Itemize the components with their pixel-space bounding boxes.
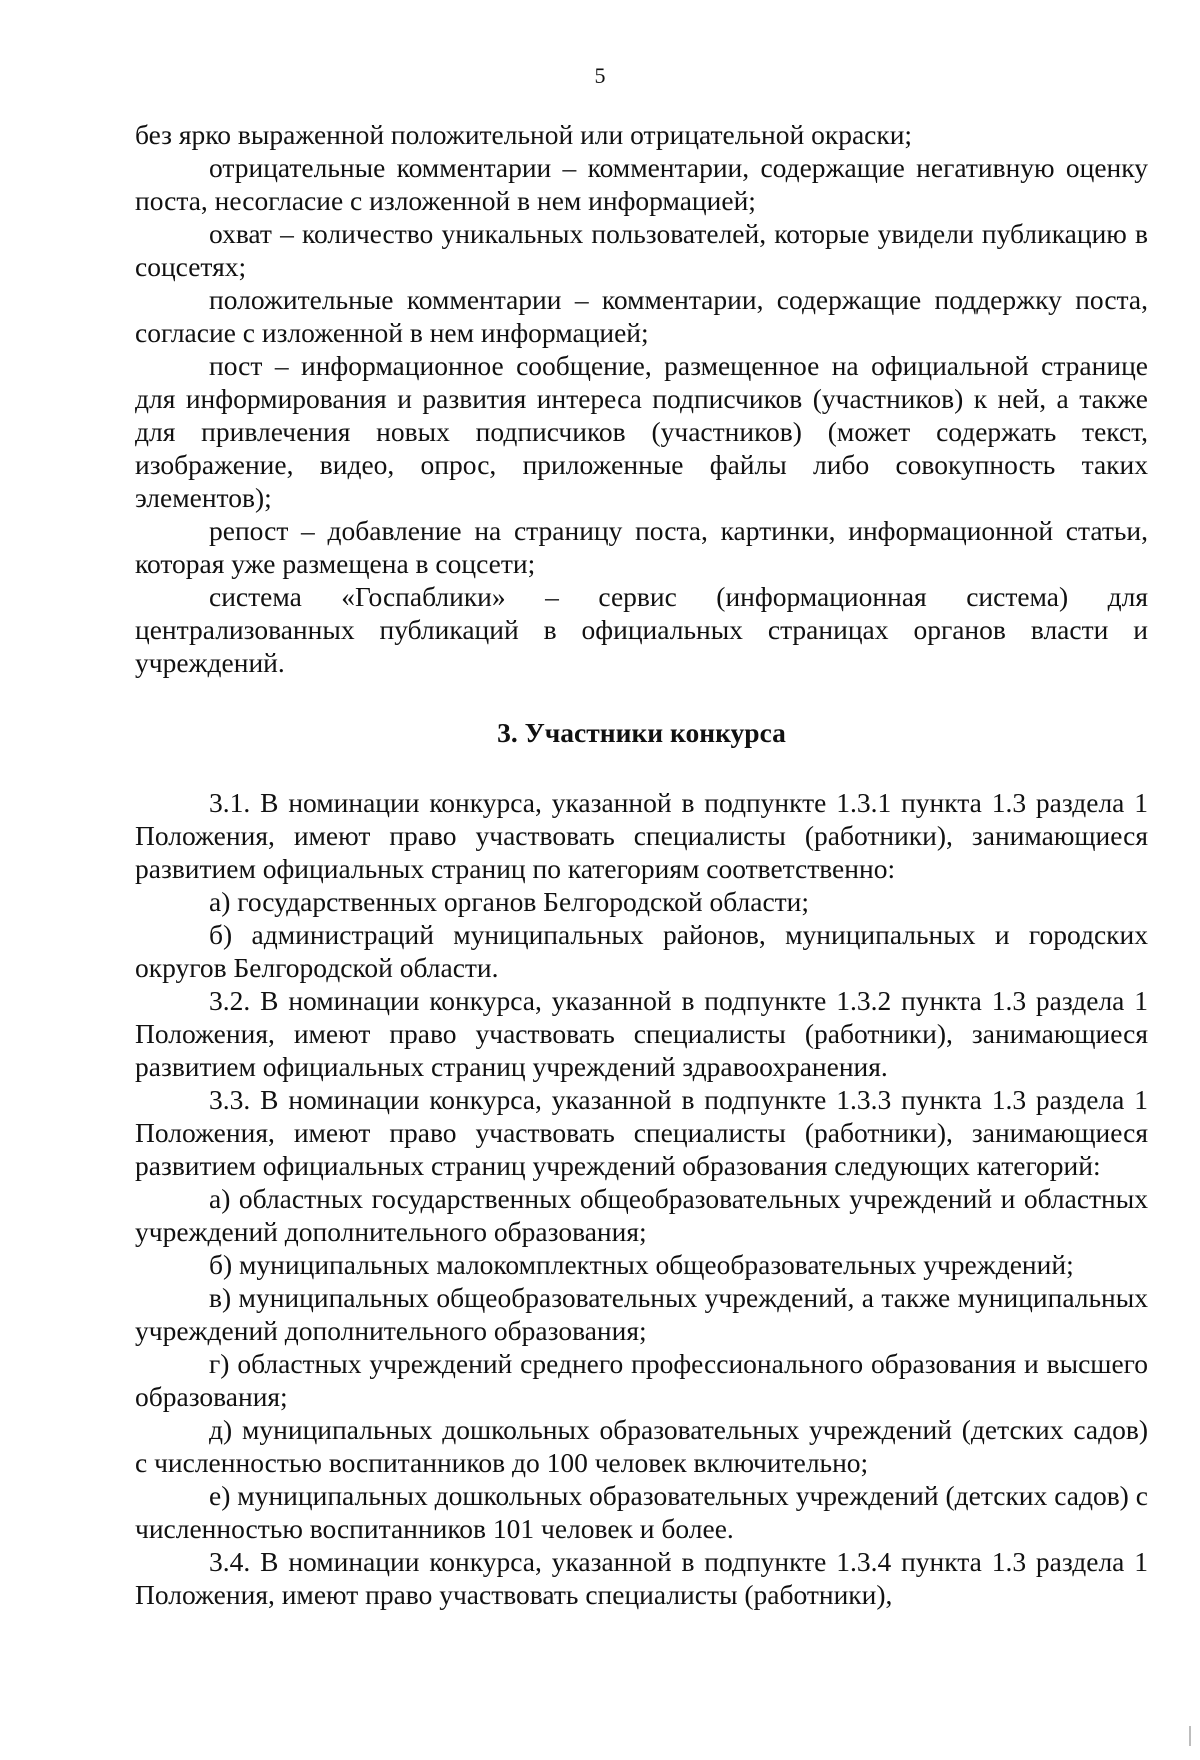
paragraph: г) областных учреждений среднего профессионального образования и высшего образования;	[135, 1348, 1148, 1412]
section-title: 3. Участники конкурса	[497, 717, 786, 748]
paragraph: в) муниципальных общеобразовательных учреждений, а также муниципальных учреждений дополнительного образования;	[135, 1282, 1148, 1346]
paragraph: репост – добавление на страницу поста, картинки, информационной статьи, которая уже размещена в соцсети;	[135, 515, 1148, 579]
paragraph: система «Госпаблики» – сервис (информационная система) для централизованных публикаций в официальных страницах органов власти и учреждений.	[135, 581, 1148, 678]
paragraph: е) муниципальных дошкольных образовательных учреждений (детских садов) с численностью воспитанников 101 человек и более.	[135, 1480, 1148, 1544]
paragraph: а) областных государственных общеобразовательных учреждений и областных учреждений дополнительного образования;	[135, 1183, 1148, 1247]
paragraph: 3.1. В номинации конкурса, указанной в подпункте 1.3.1 пункта 1.3 раздела 1 Положения, имеют право участвовать специалисты (работники), занимающиеся развитием официальных страниц по категориям соответственно:	[135, 787, 1148, 884]
document-body	[135, 118, 1148, 1611]
scan-artifact	[1189, 1726, 1191, 1746]
paragraph: отрицательные комментарии – комментарии, содержащие негативную оценку поста, несогласие с изложенной в нем информацией;	[135, 152, 1148, 216]
paragraph: охват – количество уникальных пользователей, которые увидели публикацию в соцсетях;	[135, 218, 1148, 282]
definitions-section	[135, 118, 1148, 679]
participants-section	[135, 786, 1148, 1611]
paragraph: пост – информационное сообщение, размещенное на официальной странице для информирования и развития интереса подписчиков (участников) к ней, а также для привлечения новых подписчиков (участников) (может содержать текст, изображение, видео, опрос, приложенные файлы либо совокупность таких элементов);	[135, 350, 1148, 513]
paragraph: без ярко выраженной положительной или отрицательной окраски;	[135, 119, 913, 150]
paragraph: 3.2. В номинации конкурса, указанной в подпункте 1.3.2 пункта 1.3 раздела 1 Положения, имеют право участвовать специалисты (работники), занимающиеся развитием официальных страниц учреждений здравоохранения.	[135, 985, 1148, 1082]
paragraph: б) муниципальных малокомплектных общеобразовательных учреждений;	[209, 1249, 1074, 1280]
paragraph: положительные комментарии – комментарии, содержащие поддержку поста, согласие с изложенной в нем информацией;	[135, 284, 1148, 348]
paragraph: 3.3. В номинации конкурса, указанной в подпункте 1.3.3 пункта 1.3 раздела 1 Положения, имеют право участвовать специалисты (работники), занимающиеся развитием официальных страниц учреждений образования следующих категорий:	[135, 1084, 1148, 1181]
paragraph: б) администраций муниципальных районов, муниципальных и городских округов Белгородской области.	[135, 919, 1148, 983]
paragraph: а) государственных органов Белгородской области;	[209, 886, 810, 917]
paragraph: 3.4. В номинации конкурса, указанной в подпункте 1.3.4 пункта 1.3 раздела 1 Положения, имеют право участвовать специалисты (работники),	[135, 1546, 1148, 1610]
paragraph: д) муниципальных дошкольных образовательных учреждений (детских садов) с численностью воспитанников до 100 человек включительно;	[135, 1414, 1148, 1478]
page-number: 5	[594, 63, 606, 88]
